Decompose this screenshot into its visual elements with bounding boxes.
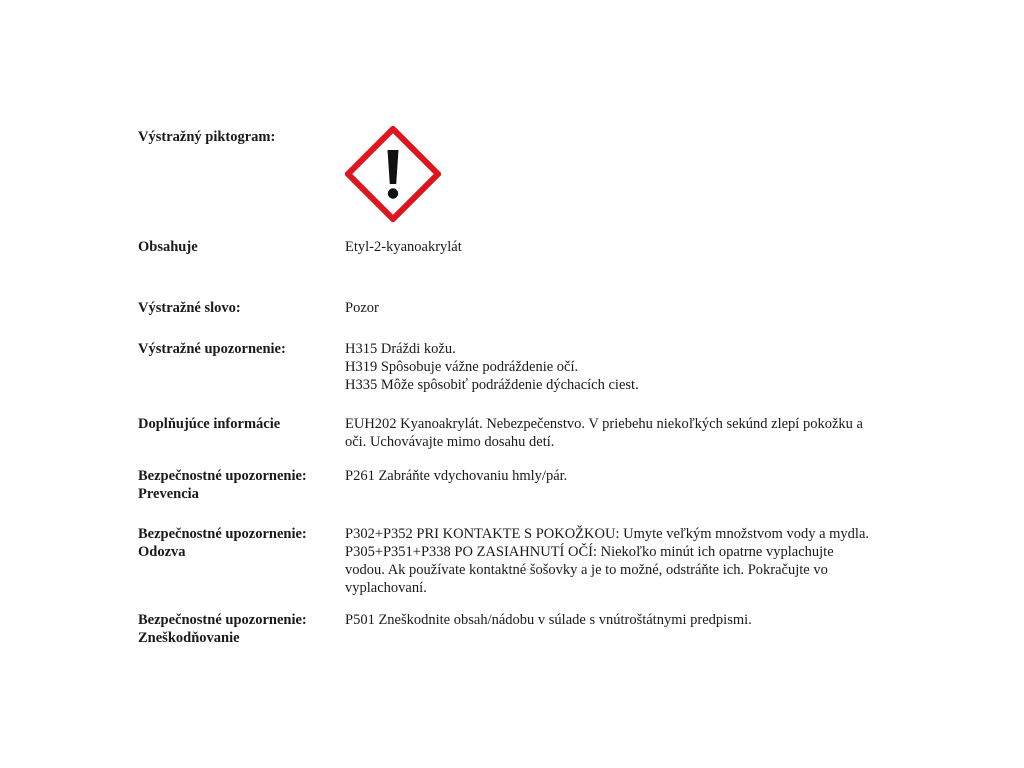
value-line: H335 Môže spôsobiť podráždenie dýchacích ciest. [345, 377, 639, 393]
label-line: Výstražné upozornenie: [138, 341, 286, 357]
contains-label [138, 238, 328, 256]
pictogram-label [138, 128, 328, 146]
value-line: oči. Uchovávajte mimo dosahu detí. [345, 434, 555, 450]
hazard-statements-label [138, 340, 328, 358]
precaution-prevention-label [138, 467, 328, 503]
precaution-response-label [138, 525, 328, 561]
contains-value [345, 238, 905, 256]
precaution-response-value [345, 525, 905, 597]
hazard-statements-value [345, 340, 905, 394]
label-line: Bezpečnostné upozornenie: [138, 468, 307, 484]
supplemental-info-label [138, 415, 328, 433]
value-line: P305+P351+P338 PO ZASIAHNUTÍ OČÍ: Niekoľko minút ich opatrne vyplachujte [345, 544, 834, 560]
value-line: H315 Dráždi kožu. [345, 341, 456, 357]
value-line: Pozor [345, 300, 379, 316]
label-line: Bezpečnostné upozornenie: [138, 526, 307, 542]
label-line: Prevencia [138, 486, 199, 502]
label-line: Obsahuje [138, 239, 198, 255]
precaution-prevention-value [345, 467, 905, 485]
value-line: P302+P352 PRI KONTAKTE S POKOŽKOU: Umyte veľkým množstvom vody a mydla. [345, 526, 870, 542]
exclamation-mark-hazard-icon [345, 126, 441, 222]
precaution-disposal-value [345, 611, 905, 629]
label-line: Bezpečnostné upozornenie: [138, 612, 307, 628]
value-line: P261 Zabráňte vdychovaniu hmly/pár. [345, 468, 568, 484]
label-line: Výstražný piktogram: [138, 129, 276, 145]
label-line: Doplňujúce informácie [138, 416, 281, 432]
value-line: vodou. Ak používate kontaktné šošovky a je to možné, odstráňte ich. Pokračujte vo [345, 562, 828, 578]
value-line: EUH202 Kyanoakrylát. Nebezpečenstvo. V priebehu niekoľkých sekúnd zlepí pokožku a [345, 416, 863, 432]
signal-word-label [138, 299, 328, 317]
label-line: Výstražné slovo: [138, 300, 241, 316]
label-line: Odozva [138, 544, 186, 560]
value-line: vyplachovaní. [345, 580, 427, 596]
signal-word-value [345, 299, 905, 317]
value-line: P501 Zneškodnite obsah/nádobu v súlade s vnútroštátnymi predpismi. [345, 612, 752, 628]
label-line: Zneškodňovanie [138, 630, 240, 646]
value-line: Etyl-2-kyanoakrylát [345, 239, 462, 255]
supplemental-info-value [345, 415, 905, 451]
precaution-disposal-label [138, 611, 328, 647]
value-line: H319 Spôsobuje vážne podráždenie očí. [345, 359, 579, 375]
